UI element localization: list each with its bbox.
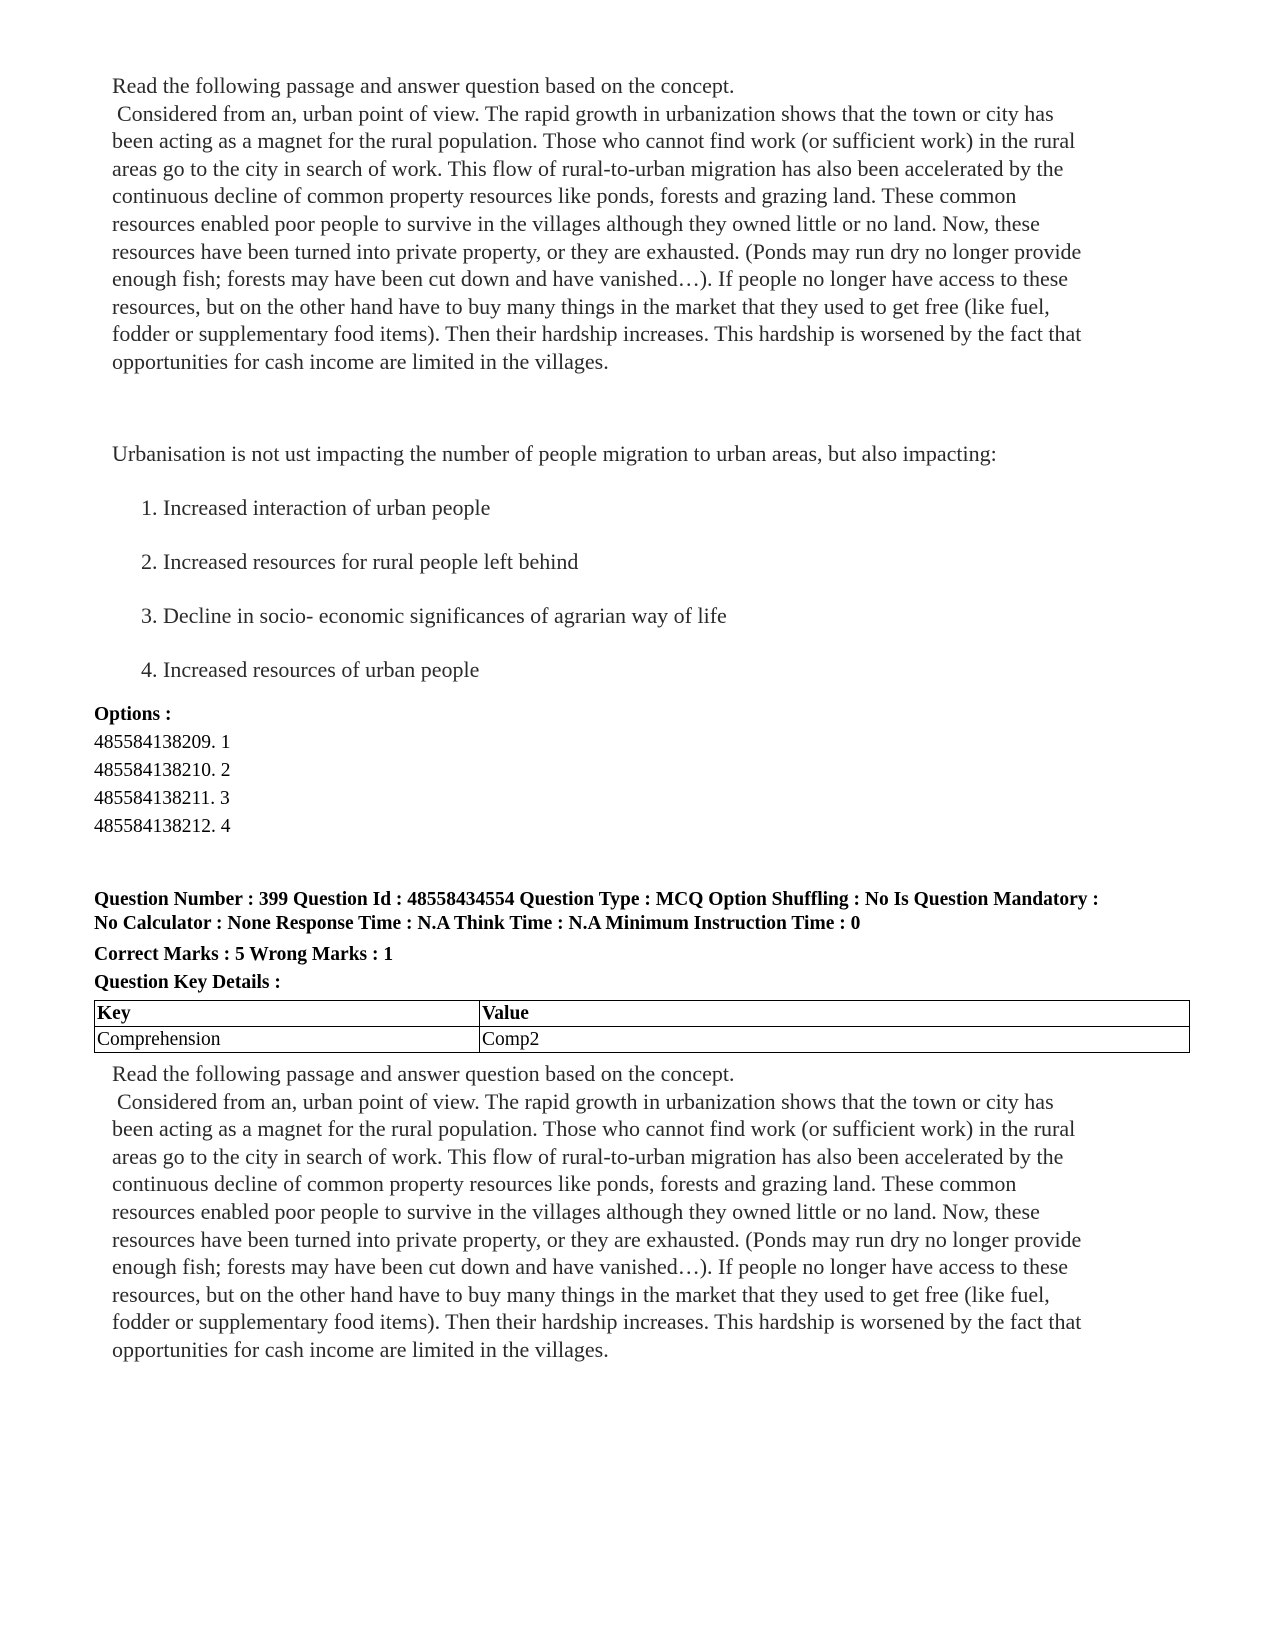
passage-line: been acting as a magnet for the rural population. Those who cannot find work (or sufficient work) in the rural (112, 128, 1076, 154)
passage-line: areas go to the city in search of work. This flow of rural-to-urban migration has also been accelerated by the (112, 1143, 1064, 1169)
passage-line: Considered from an, urban point of view. The rapid growth in urbanization shows that the town or city has (117, 100, 1054, 126)
passage-line: resources, but on the other hand have to buy many things in the market that they used to get free (like fuel, (112, 1281, 1050, 1307)
passage-line: opportunities for cash income are limited in the villages. (112, 1336, 609, 1362)
passage-line: Considered from an, urban point of view. The rapid growth in urbanization shows that the town or city has (117, 1088, 1054, 1114)
option-item: 485584138210. 2 (94, 760, 231, 781)
statement-1: 1. Increased interaction of urban people (141, 495, 491, 520)
statement-4: 4. Increased resources of urban people (141, 657, 480, 682)
table-header-cell: Key (95, 1001, 480, 1027)
key-details-heading: Question Key Details : (94, 972, 281, 993)
question-meta-line: Question Number : 399 Question Id : 48558434554 Question Type : MCQ Option Shuffling : No Is Question Mandatory : (94, 889, 1099, 910)
statement-2: 2. Increased resources for rural people left behind (141, 549, 579, 574)
option-item: 485584138209. 1 (94, 732, 231, 753)
passage-line: continuous decline of common property resources like ponds, forests and grazing land. These common (112, 183, 1017, 209)
table-header-cell: Value (480, 1001, 1190, 1027)
passage-line: resources enabled poor people to survive in the villages although they owned little or no land. Now, these (112, 210, 1040, 236)
table-cell: Comp2 (480, 1027, 1190, 1053)
passage-intro: Read the following passage and answer question based on the concept. (112, 1061, 735, 1086)
passage-line: resources, but on the other hand have to buy many things in the market that they used to get free (like fuel, (112, 293, 1050, 319)
question-lead: Urbanisation is not ust impacting the number of people migration to urban areas, but also impacting: (112, 441, 997, 466)
question-meta (94, 888, 1194, 936)
options-heading: Options : (94, 704, 172, 725)
statement-3: 3. Decline in socio- economic significances of agrarian way of life (141, 603, 727, 628)
option-item: 485584138212. 4 (94, 816, 231, 837)
option-item: 485584138211. 3 (94, 788, 230, 809)
passage-line: been acting as a magnet for the rural population. Those who cannot find work (or sufficient work) in the rural (112, 1116, 1076, 1142)
passage-line: enough fish; forests may have been cut down and have vanished…). If people no longer have access to these (112, 1254, 1069, 1280)
question-meta-line: No Calculator : None Response Time : N.A Think Time : N.A Minimum Instruction Time : 0 (94, 913, 861, 934)
passage-intro: Read the following passage and answer question based on the concept. (112, 73, 735, 98)
passage-line: areas go to the city in search of work. This flow of rural-to-urban migration has also been accelerated by the (112, 155, 1064, 181)
key-details-table (94, 1000, 1190, 1053)
table-row (95, 1027, 1190, 1053)
marks-line: Correct Marks : 5 Wrong Marks : 1 (94, 944, 394, 965)
passage-line: resources have been turned into private property, or they are exhausted. (Ponds may run dry no longer provide (112, 1226, 1082, 1252)
passage-line: resources enabled poor people to survive in the villages although they owned little or no land. Now, these (112, 1198, 1040, 1224)
table-cell: Comprehension (95, 1027, 480, 1053)
passage-line: enough fish; forests may have been cut down and have vanished…). If people no longer have access to these (112, 266, 1069, 292)
passage-line: resources have been turned into private property, or they are exhausted. (Ponds may run dry no longer provide (112, 238, 1082, 264)
passage-block-2 (112, 1060, 1172, 1364)
passage-line: fodder or supplementary food items). Then their hardship increases. This hardship is worsened by the fact that (112, 1309, 1082, 1335)
passage-line: fodder or supplementary food items). Then their hardship increases. This hardship is worsened by the fact that (112, 321, 1082, 347)
passage-line: continuous decline of common property resources like ponds, forests and grazing land. These common (112, 1171, 1017, 1197)
table-header-row (95, 1001, 1190, 1027)
passage-line: opportunities for cash income are limited in the villages. (112, 348, 609, 374)
passage-block-1 (112, 72, 1172, 376)
